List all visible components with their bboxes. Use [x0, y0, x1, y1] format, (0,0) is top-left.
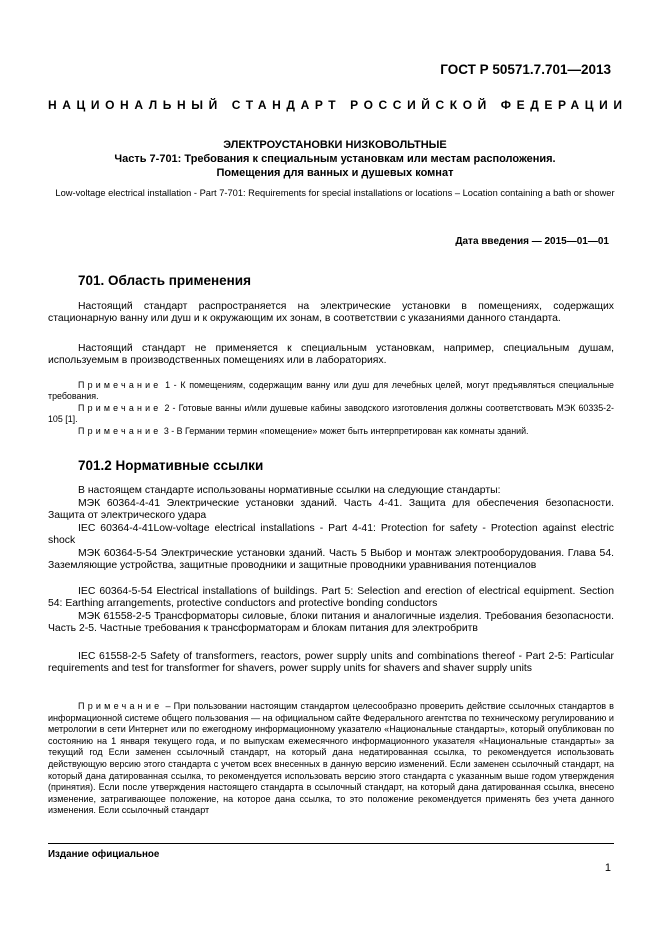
reference-text: МЭК 61558-2-5 Трансформаторы силовые, блоки питания и аналогичные изделия. Требования безопасности. Часть 2-5. Частные требования к трансформаторам и блокам питания для электробритв [48, 611, 614, 635]
document-code: ГОСТ Р 50571.7.701—2013 [440, 62, 611, 77]
reference-item [48, 498, 614, 523]
scope-note-3 [48, 426, 614, 437]
title-block [50, 138, 620, 180]
national-standard-banner: НАЦИОНАЛЬНЫЙ СТАНДАРТ РОССИЙСКОЙ ФЕДЕРАЦИИ [48, 98, 628, 112]
scope-paragraph-2 [48, 343, 614, 368]
footer-divider [48, 843, 614, 844]
scope-paragraph-2-text: Настоящий стандарт не применяется к специальным установкам, например, специальным душам, используемым в производственных помещениях или в лабораториях. [48, 343, 614, 367]
page-number: 1 [604, 862, 611, 874]
introduction-date: Дата введения — 2015—01—01 [455, 236, 609, 247]
title-line-1: ЭЛЕКТРОУСТАНОВКИ НИЗКОВОЛЬТНЫЕ [223, 139, 447, 151]
title-line-2: Часть 7-701: Требования к специальным установкам или местам расположения. [114, 153, 556, 165]
note-label: Примечание [78, 426, 162, 436]
section-701-2-heading: 701.2 Нормативные ссылки [78, 458, 264, 473]
note-label: Примечание [78, 380, 162, 390]
note-text: – При пользовании настоящим стандартом целесообразно проверить действие ссылочных стандартов в информационной системе общего пользования — на официальном сайте Федерального агентства по техническому регулированию и метрологии в сети Интернет или по ежегодному информационному указателю «Национальные стандарты», который опубликован по состоянию на 1 января текущего года, и по выпускам ежемесячного информационного указателя «Национальные стандарты» за текущий год Если заменен ссылочный стандарт, на который дана недатированная ссылка, то рекомендуется использовать действующую версию этого стандарта с учетом всех внесенных в данную версию изменений. Если заменен ссылочный стандарт, на который дана датированная ссылка, то рекомендуется использовать версию этого стандарта с указанным выше годом утверждения (принятия). Если после утверждения настоящего стандарта в ссылочный стандарт, на который дана датированная ссылка, внесено изменение, затрагивающее положение, на которое дана ссылка, то это положение рекомендуется применять без учета данного изменения. Если ссылочный стандарт [48, 701, 614, 816]
reference-text: IEC 60364-5-54 Electrical installations of buildings. Part 5: Selection and erection of electrical equipment. Section 54: Earthing arrangements, protective conductors and protective bonding conductors [48, 586, 614, 610]
reference-item [48, 586, 614, 611]
reference-item [48, 611, 614, 636]
reference-text: МЭК 60364-4-41 Электрические установки зданий. Часть 4-41. Защита для обеспечения безопасности. Защита от электрического удара [48, 498, 614, 522]
refs-intro [48, 485, 614, 497]
references-note [48, 701, 614, 817]
refs-intro-text: В настоящем стандарте использованы нормативные ссылки на следующие стандарты: [78, 485, 501, 496]
title-line-3: Помещения для ванных и душевых комнат [216, 167, 454, 179]
note-label: Примечание [78, 701, 163, 711]
note-text: 2 - Готовые ванны и/или душевые кабины заводского изготовления должны соответствовать МЭК 60335-2-105 [1]. [48, 403, 614, 425]
reference-text: МЭК 60364-5-54 Электрические установки зданий. Часть 5 Выбор и монтаж электрооборудования. Глава 54. Заземляющие устройства, защитные проводники и защитные проводники уравнивания потенциалов [48, 548, 614, 572]
note-text: 1 - К помещениям, содержащим ванну или душ для лечебных целей, могут предъявляться специальные требования. [48, 380, 614, 402]
scope-note-1 [48, 380, 614, 403]
note-text: 3 - В Германии термин «помещение» может быть интерпретирован как комнаты зданий. [161, 426, 529, 436]
english-title: Low-voltage electrical installation - Part 7-701: Requirements for special installations or locations – Location containing a bath or shower [55, 188, 615, 198]
scope-paragraph-1 [48, 301, 614, 326]
reference-item [48, 548, 614, 573]
scope-paragraph-1-text: Настоящий стандарт распространяется на электрические установки в помещениях, содержащих стационарную ванну или душ и к окружающим их зонам, в соответствии с указаниями данного стандарта. [48, 301, 614, 325]
reference-text: IEC 61558-2-5 Safety of transformers, reactors, power supply units and combinations thereof - Part 2-5: Particular requirements and test for transformer for shavers, power supply units for shavers and shaver supply units [48, 651, 614, 675]
note-label: Примечание [78, 403, 162, 413]
edition-label: Издание официальное [48, 849, 160, 860]
reference-item [48, 523, 614, 548]
reference-item [48, 651, 614, 676]
reference-text: IEC 60364-4-41Low-voltage electrical installations - Part 4-41: Protection for safety - Protection against electric shock [48, 523, 614, 547]
scope-note-2 [48, 403, 614, 426]
section-701-heading: 701. Область применения [78, 273, 251, 288]
